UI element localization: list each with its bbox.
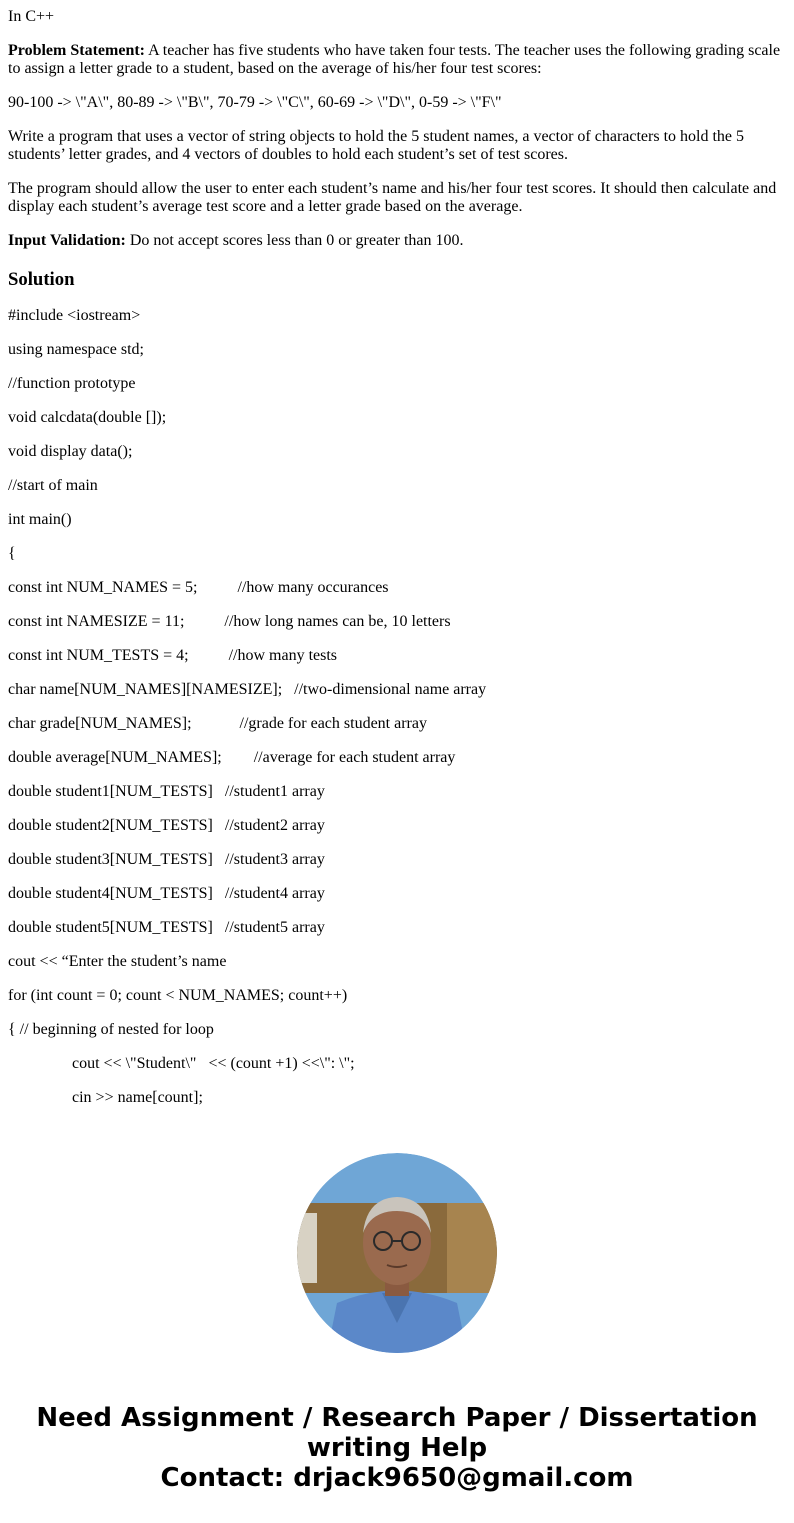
author-avatar xyxy=(297,1153,497,1353)
behavior-paragraph: The program should allow the user to enter each student’s name and his/her four test scores. It should then calculate and display each student’s average test score and a letter grade based on the average. xyxy=(8,180,777,215)
input-validation xyxy=(8,232,786,250)
banner-line-2: writing Help xyxy=(306,1433,488,1463)
code-line: cin >> name[count]; xyxy=(72,1089,203,1106)
code-line: double student2[NUM_TESTS] //student2 array xyxy=(8,817,325,834)
validation-text: Do not accept scores less than 0 or greater than 100. xyxy=(125,232,464,249)
code-line: void calcdata(double []); xyxy=(8,409,167,426)
code-line: { // beginning of nested for loop xyxy=(8,1021,214,1038)
grading-scale: 90-100 -> \"A\", 80-89 -> \"B\", 70-79 -> \"C\", 60-69 -> \"D\", 0-59 -> \"F\" xyxy=(8,94,502,111)
code-line: { xyxy=(8,545,16,562)
banner-line-1: Need Assignment / Research Paper / Dissertation xyxy=(36,1403,758,1433)
code-line: double student4[NUM_TESTS] //student4 array xyxy=(8,885,325,902)
requirements-paragraph: Write a program that uses a vector of string objects to hold the 5 student names, a vector of characters to hold the 5 students’ letter grades, and 4 vectors of doubles to hold each student’s set of test scores. xyxy=(8,128,745,163)
intro-text: In C++ xyxy=(8,8,55,25)
validation-label: Input Validation: xyxy=(8,232,126,249)
code-line: void display data(); xyxy=(8,443,133,460)
problem-statement xyxy=(8,42,786,78)
code-line: double student5[NUM_TESTS] //student5 array xyxy=(8,919,325,936)
code-line: //function prototype xyxy=(8,375,136,392)
code-line: using namespace std; xyxy=(8,341,144,358)
code-listing xyxy=(8,307,786,1107)
code-line: cout << \"Student\" << (count +1) <<\": \"; xyxy=(72,1055,355,1072)
code-line: double student3[NUM_TESTS] //student3 array xyxy=(8,851,325,868)
code-line: double student1[NUM_TESTS] //student1 array xyxy=(8,783,325,800)
contact-banner xyxy=(0,1403,794,1493)
solution-heading: Solution xyxy=(8,269,75,290)
code-line: const int NUM_TESTS = 4; //how many tests xyxy=(8,647,338,664)
code-line: #include <iostream> xyxy=(8,307,141,324)
banner-contact-email: Contact: drjack9650@gmail.com xyxy=(160,1463,634,1493)
code-line: char grade[NUM_NAMES]; //grade for each student array xyxy=(8,715,427,732)
code-line: const int NAMESIZE = 11; //how long names can be, 10 letters xyxy=(8,613,451,630)
code-line: for (int count = 0; count < NUM_NAMES; count++) xyxy=(8,987,348,1004)
code-line: char name[NUM_NAMES][NAMESIZE]; //two-dimensional name array xyxy=(8,681,487,698)
code-line: const int NUM_NAMES = 5; //how many occurances xyxy=(8,579,389,596)
code-line: int main() xyxy=(8,511,72,528)
code-line: double average[NUM_NAMES]; //average for each student array xyxy=(8,749,456,766)
code-line: cout << “Enter the student’s name xyxy=(8,953,227,970)
problem-label: Problem Statement: xyxy=(8,42,145,59)
avatar-portrait xyxy=(297,1153,497,1353)
code-line: //start of main xyxy=(8,477,98,494)
problem-text: A teacher has five students who have taken four tests. The teacher uses the following grading scale to assign a letter grade to a student, based on the average of his/her four test scores: xyxy=(8,42,781,77)
